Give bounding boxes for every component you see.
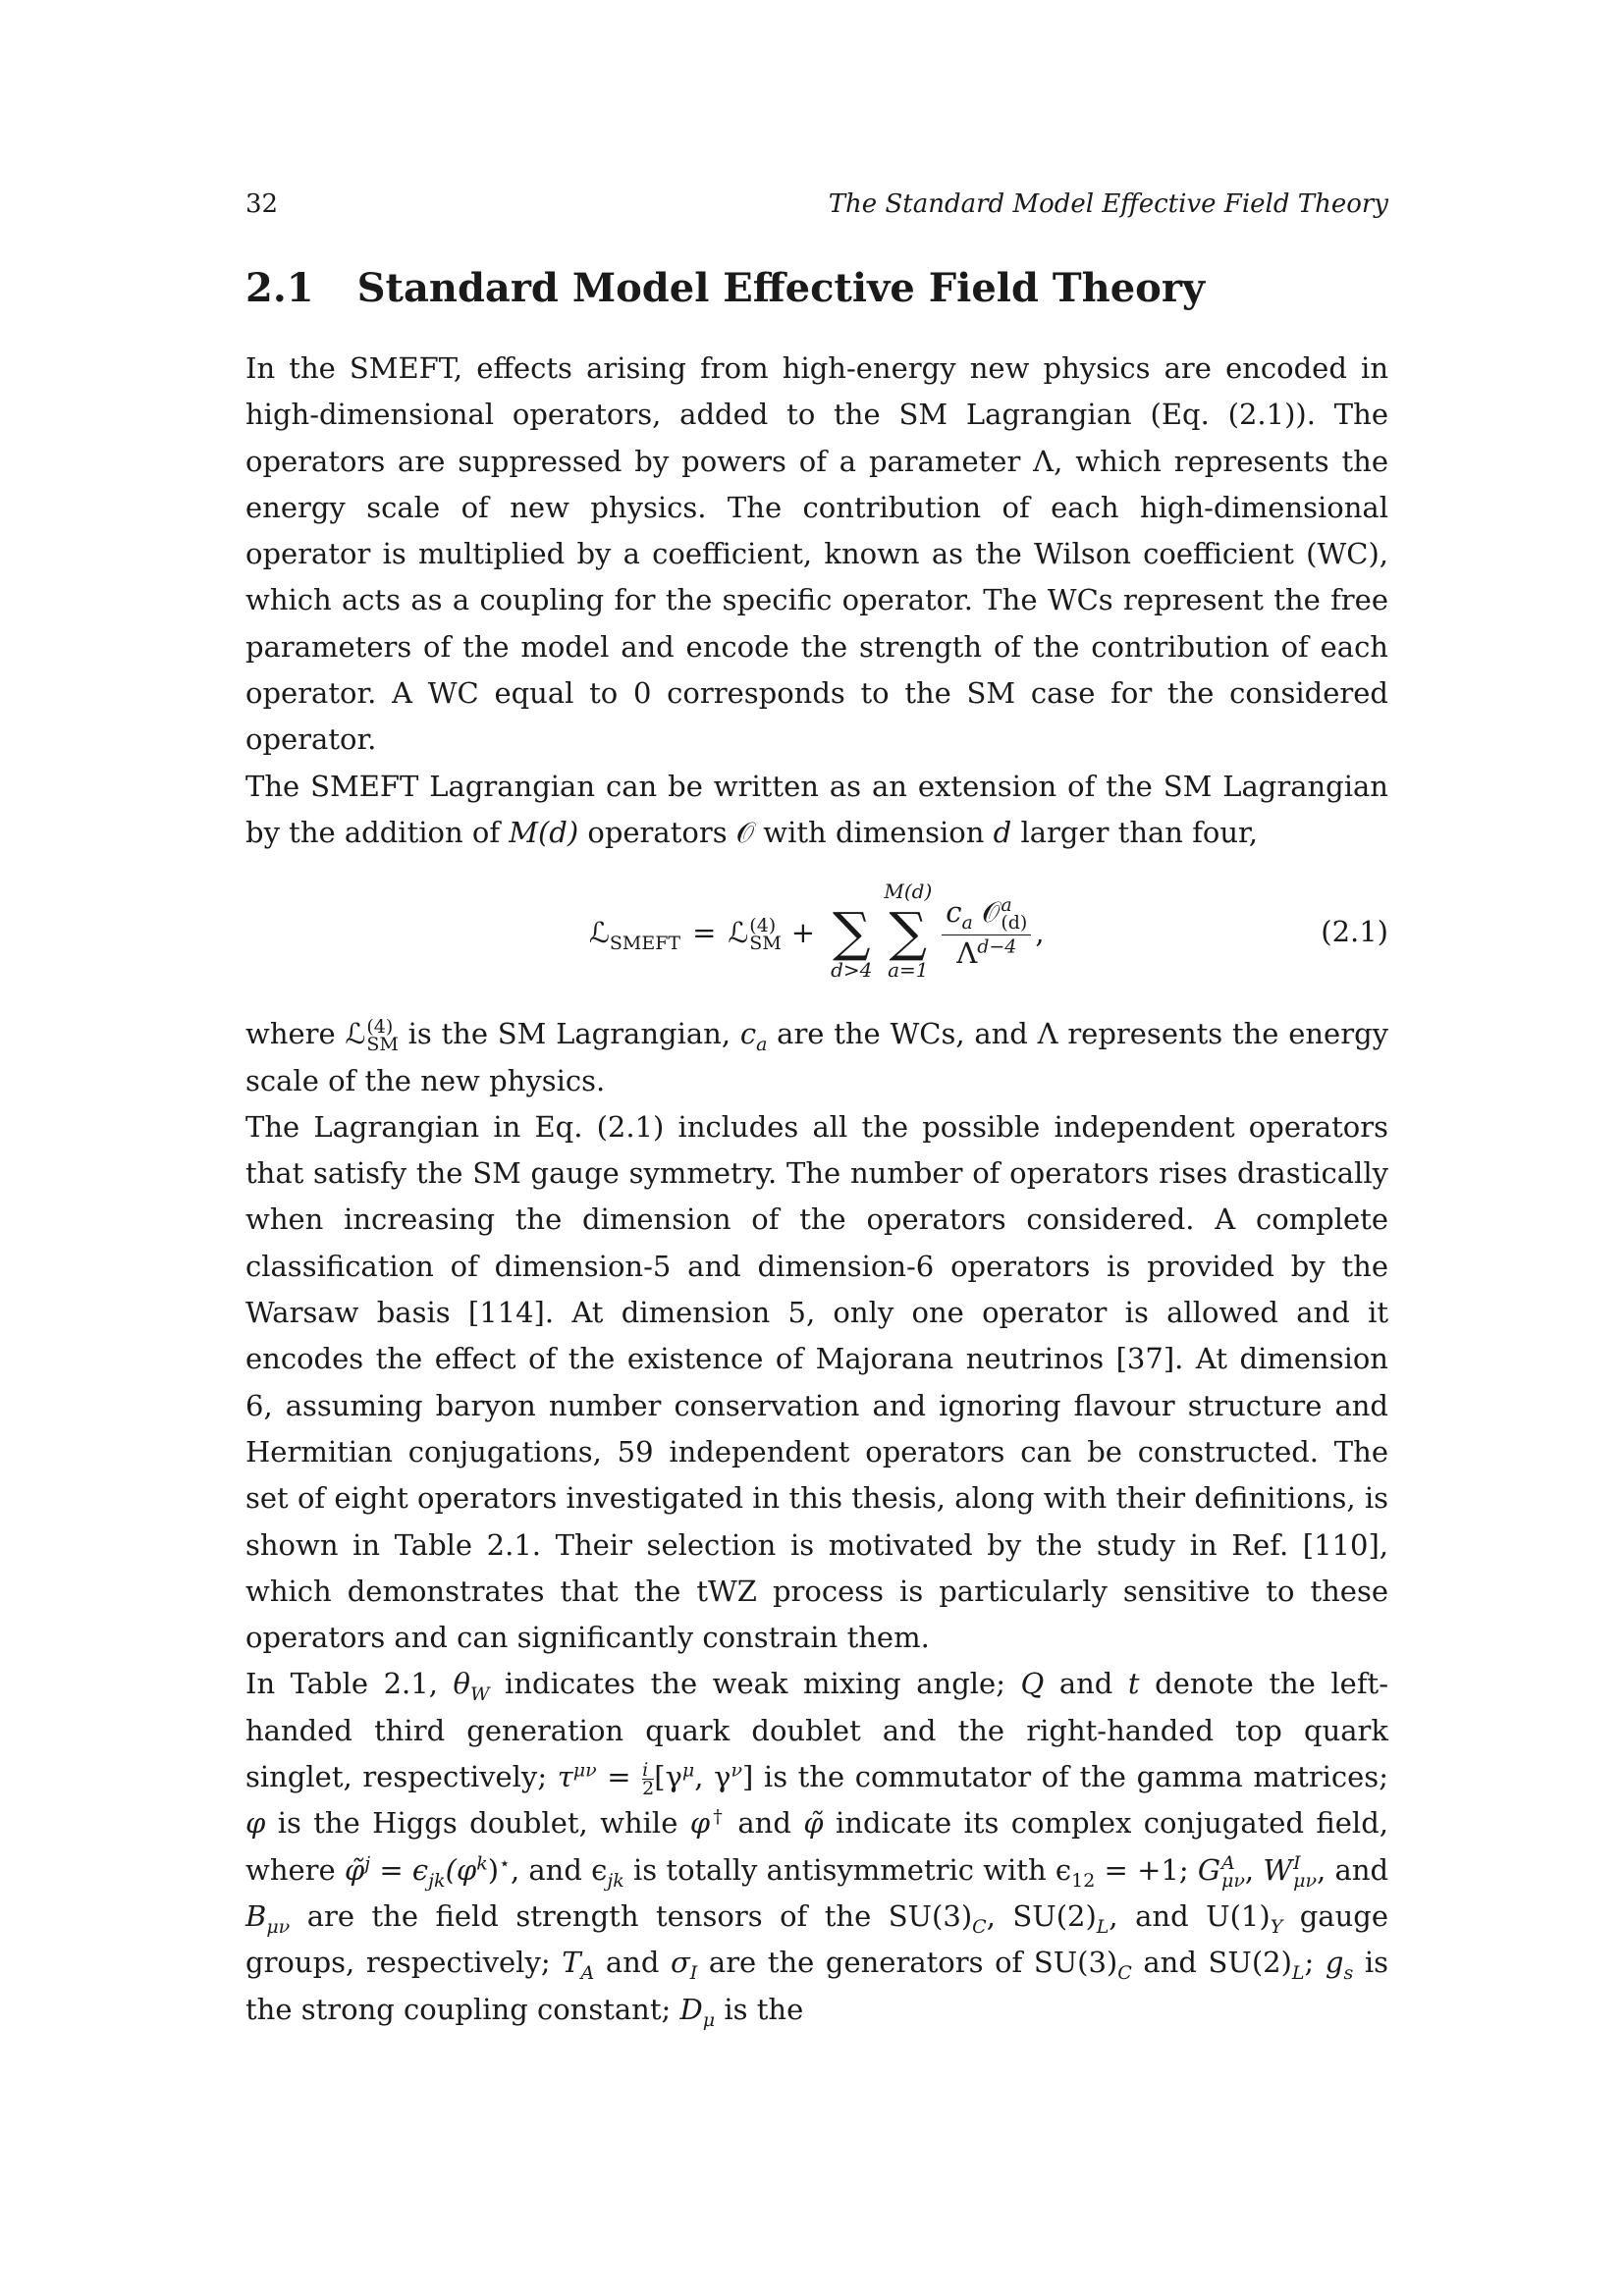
equation-number: (2.1)	[1321, 915, 1388, 949]
equation-body: ℒ$_{SMEFT}$ = ℒ (4) SM + ∑ d>4 M(d) ∑ a=1 $c_a$ 𝒪 a (d) $\Lambda^{d-4}$ ,	[589, 880, 1045, 983]
eq-lhs: ℒ$_{SMEFT}$	[589, 915, 681, 954]
paragraph-where: where ℒ (4) SM is the SM Lagrangian, $c_a$ are the WCs, and Λ represents the energy scale of the new physics.	[245, 1016, 1389, 1097]
body-text	[245, 346, 1388, 2033]
paragraph-smeft-lagrangian: The SMEFT Lagrangian can be written as an extension of the SM Lagrangian by the addition of M(d) operators 𝒪 with dimension d larger than four,	[245, 769, 1388, 849]
sum-over-a: M(d) ∑ a=1	[884, 880, 933, 983]
running-title: The Standard Model Effective Field Theory	[828, 189, 1388, 219]
running-head	[245, 187, 1388, 222]
eq-sm-term: ℒ (4) SM	[728, 914, 782, 954]
section-heading	[245, 263, 1388, 314]
sum-over-d: ∑ d>4	[831, 901, 873, 983]
paragraph-operators: The Lagrangian in Eq. (2.1) includes all the possible independent operators that satisfy the SM gauge symmetry. The number of operators rises drastically when increasing the dimension of the operators considered. A complete classification of dimension-5 and dimension-6 operators is provided by the Warsaw basis [114]. At dimension 5, only one operator is allowed and it encodes the effect of the existence of Majorana neutrinos [37]. At dimension 6, assuming baryon number conservation and ignoring flavour structure and Hermitian conjugations, 59 independent operators can be constructed. The set of eight operators investigated in this thesis, along with their definitions, is shown in Table 2.1. Their selection is motivated by the study in Ref. [110], which demonstrates that the tWZ process is particularly sensitive to these operators and can significantly constrain them.	[245, 1109, 1388, 1655]
page-number: 32	[245, 189, 279, 219]
page-content	[245, 187, 1388, 2033]
eq-fraction: $c_a$ 𝒪 a (d) $\Lambda^{d-4}$	[942, 896, 1031, 970]
section-number: 2.1	[245, 265, 314, 311]
equation-2-1	[245, 870, 1388, 995]
section-title: Standard Model Effective Field Theory	[356, 265, 1206, 311]
paragraph-definitions: In Table 2.1, $\theta_W$ indicates the weak mixing angle; Q and t denote the left-handed third generation quark doublet and the right-handed top quark singlet, respectively; $\tau^{\mu\nu}$ = $\frac{i}{2}$ [$\gamma^\mu$, $\gamma^\nu$] is the commutator of the gamma matrices; φ is the Higgs doublet, while φ† and φ̃ indicate its complex conjugated field, where φ̃$^j$ = $\epsilon_{jk}(\varphi^k)^⋆$, and $\epsilon_{jk}$ is totally antisymmetric with $\epsilon_{12} = +1$; G A μν , W I μν , and $B_{\mu\nu}$ are the field strength tensors of the $SU(3)_C$, $SU(2)_L$, and $U(1)_Y$ gauge groups, respectively; $T_A$ and $\sigma_I$ are the generators of $SU(3)_C$ and $SU(2)_L$; $g_s$ is the strong coupling constant; $D_\mu$ is the	[245, 1667, 1389, 2031]
paragraph-intro: In the SMEFT, effects arising from high-energy new physics are encoded in high-dimensional operators, added to the SM Lagrangian (Eq. (2.1)). The operators are suppressed by powers of a parameter Λ, which represents the energy scale of new physics. The contribution of each high-dimensional operator is multiplied by a coefficient, known as the Wilson coefficient (WC), which acts as a coupling for the specific operator. The WCs represent the free parameters of the model and encode the strength of the contribution of each operator. A WC equal to 0 corresponds to the SM case for the considered operator.	[245, 351, 1388, 757]
